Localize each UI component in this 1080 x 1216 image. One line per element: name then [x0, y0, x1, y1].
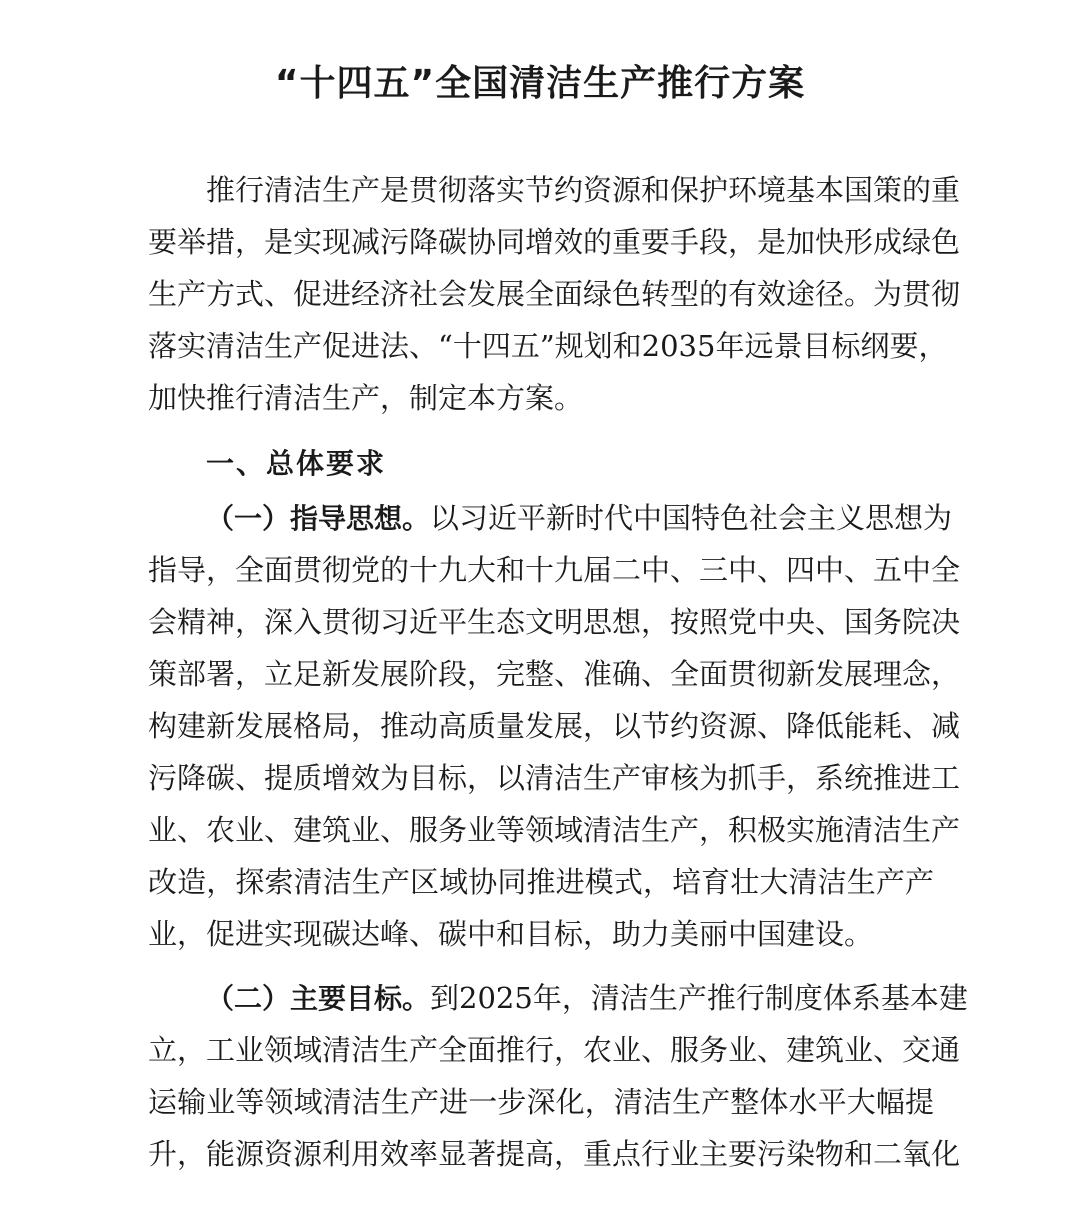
paragraph-line: 构建新发展格局，推动高质量发展，以节约资源、降低能耗、减	[148, 709, 961, 743]
paragraph-line: 污降碳、提质增效为目标，以清洁生产审核为抓手，系统推进工	[148, 761, 961, 795]
document-title: “十四五”全国清洁生产推行方案	[274, 63, 806, 104]
paragraph-line: 运输业等领域清洁生产进一步深化，清洁生产整体水平大幅提	[148, 1085, 934, 1119]
intro-line: 要举措，是实现减污降碳协同增效的重要手段，是加快形成绿色	[148, 225, 961, 259]
part-1-first-line-text: 以习近平新时代中国特色社会主义思想为	[430, 501, 953, 535]
paragraph-line: 策部署，立足新发展阶段，完整、准确、全面贯彻新发展理念，	[148, 657, 961, 691]
section-heading: 一、总体要求	[206, 447, 387, 480]
intro-line: 加快推行清洁生产，制定本方案。	[148, 381, 584, 415]
intro-line: 推行清洁生产是贯彻落实节约资源和保护环境基本国策的重	[206, 173, 961, 207]
part-1-label: （一）指导思想。	[206, 502, 431, 535]
paragraph-line: 业，促进实现碳达峰、碳中和目标，助力美丽中国建设。	[148, 917, 874, 951]
paragraph-line: 立，工业领域清洁生产全面推行，农业、服务业、建筑业、交通	[148, 1033, 961, 1067]
part-2-first-line-text: 到2025年，清洁生产推行制度体系基本建	[430, 981, 968, 1015]
part-2-first-line	[206, 978, 968, 1019]
paragraph-line: 会精神，深入贯彻习近平生态文明思想，按照党中央、国务院决	[148, 605, 961, 639]
paragraph-line: 指导，全面贯彻党的十九大和十九届二中、三中、四中、五中全	[148, 553, 961, 587]
part-1-first-line	[206, 498, 953, 539]
paragraph-line: 业、农业、建筑业、服务业等领域清洁生产，积极实施清洁生产	[148, 813, 961, 847]
intro-line: 生产方式、促进经济社会发展全面绿色转型的有效途径。为贯彻	[148, 277, 961, 311]
intro-line: 落实清洁生产促进法、“十四五”规划和2035年远景目标纲要，	[148, 329, 948, 363]
part-2-label: （二）主要目标。	[206, 982, 431, 1015]
paragraph-line: 改造，探索清洁生产区域协同推进模式，培育壮大清洁生产产	[148, 865, 934, 899]
paragraph-line: 升，能源资源利用效率显著提高，重点行业主要污染物和二氧化	[148, 1137, 961, 1171]
